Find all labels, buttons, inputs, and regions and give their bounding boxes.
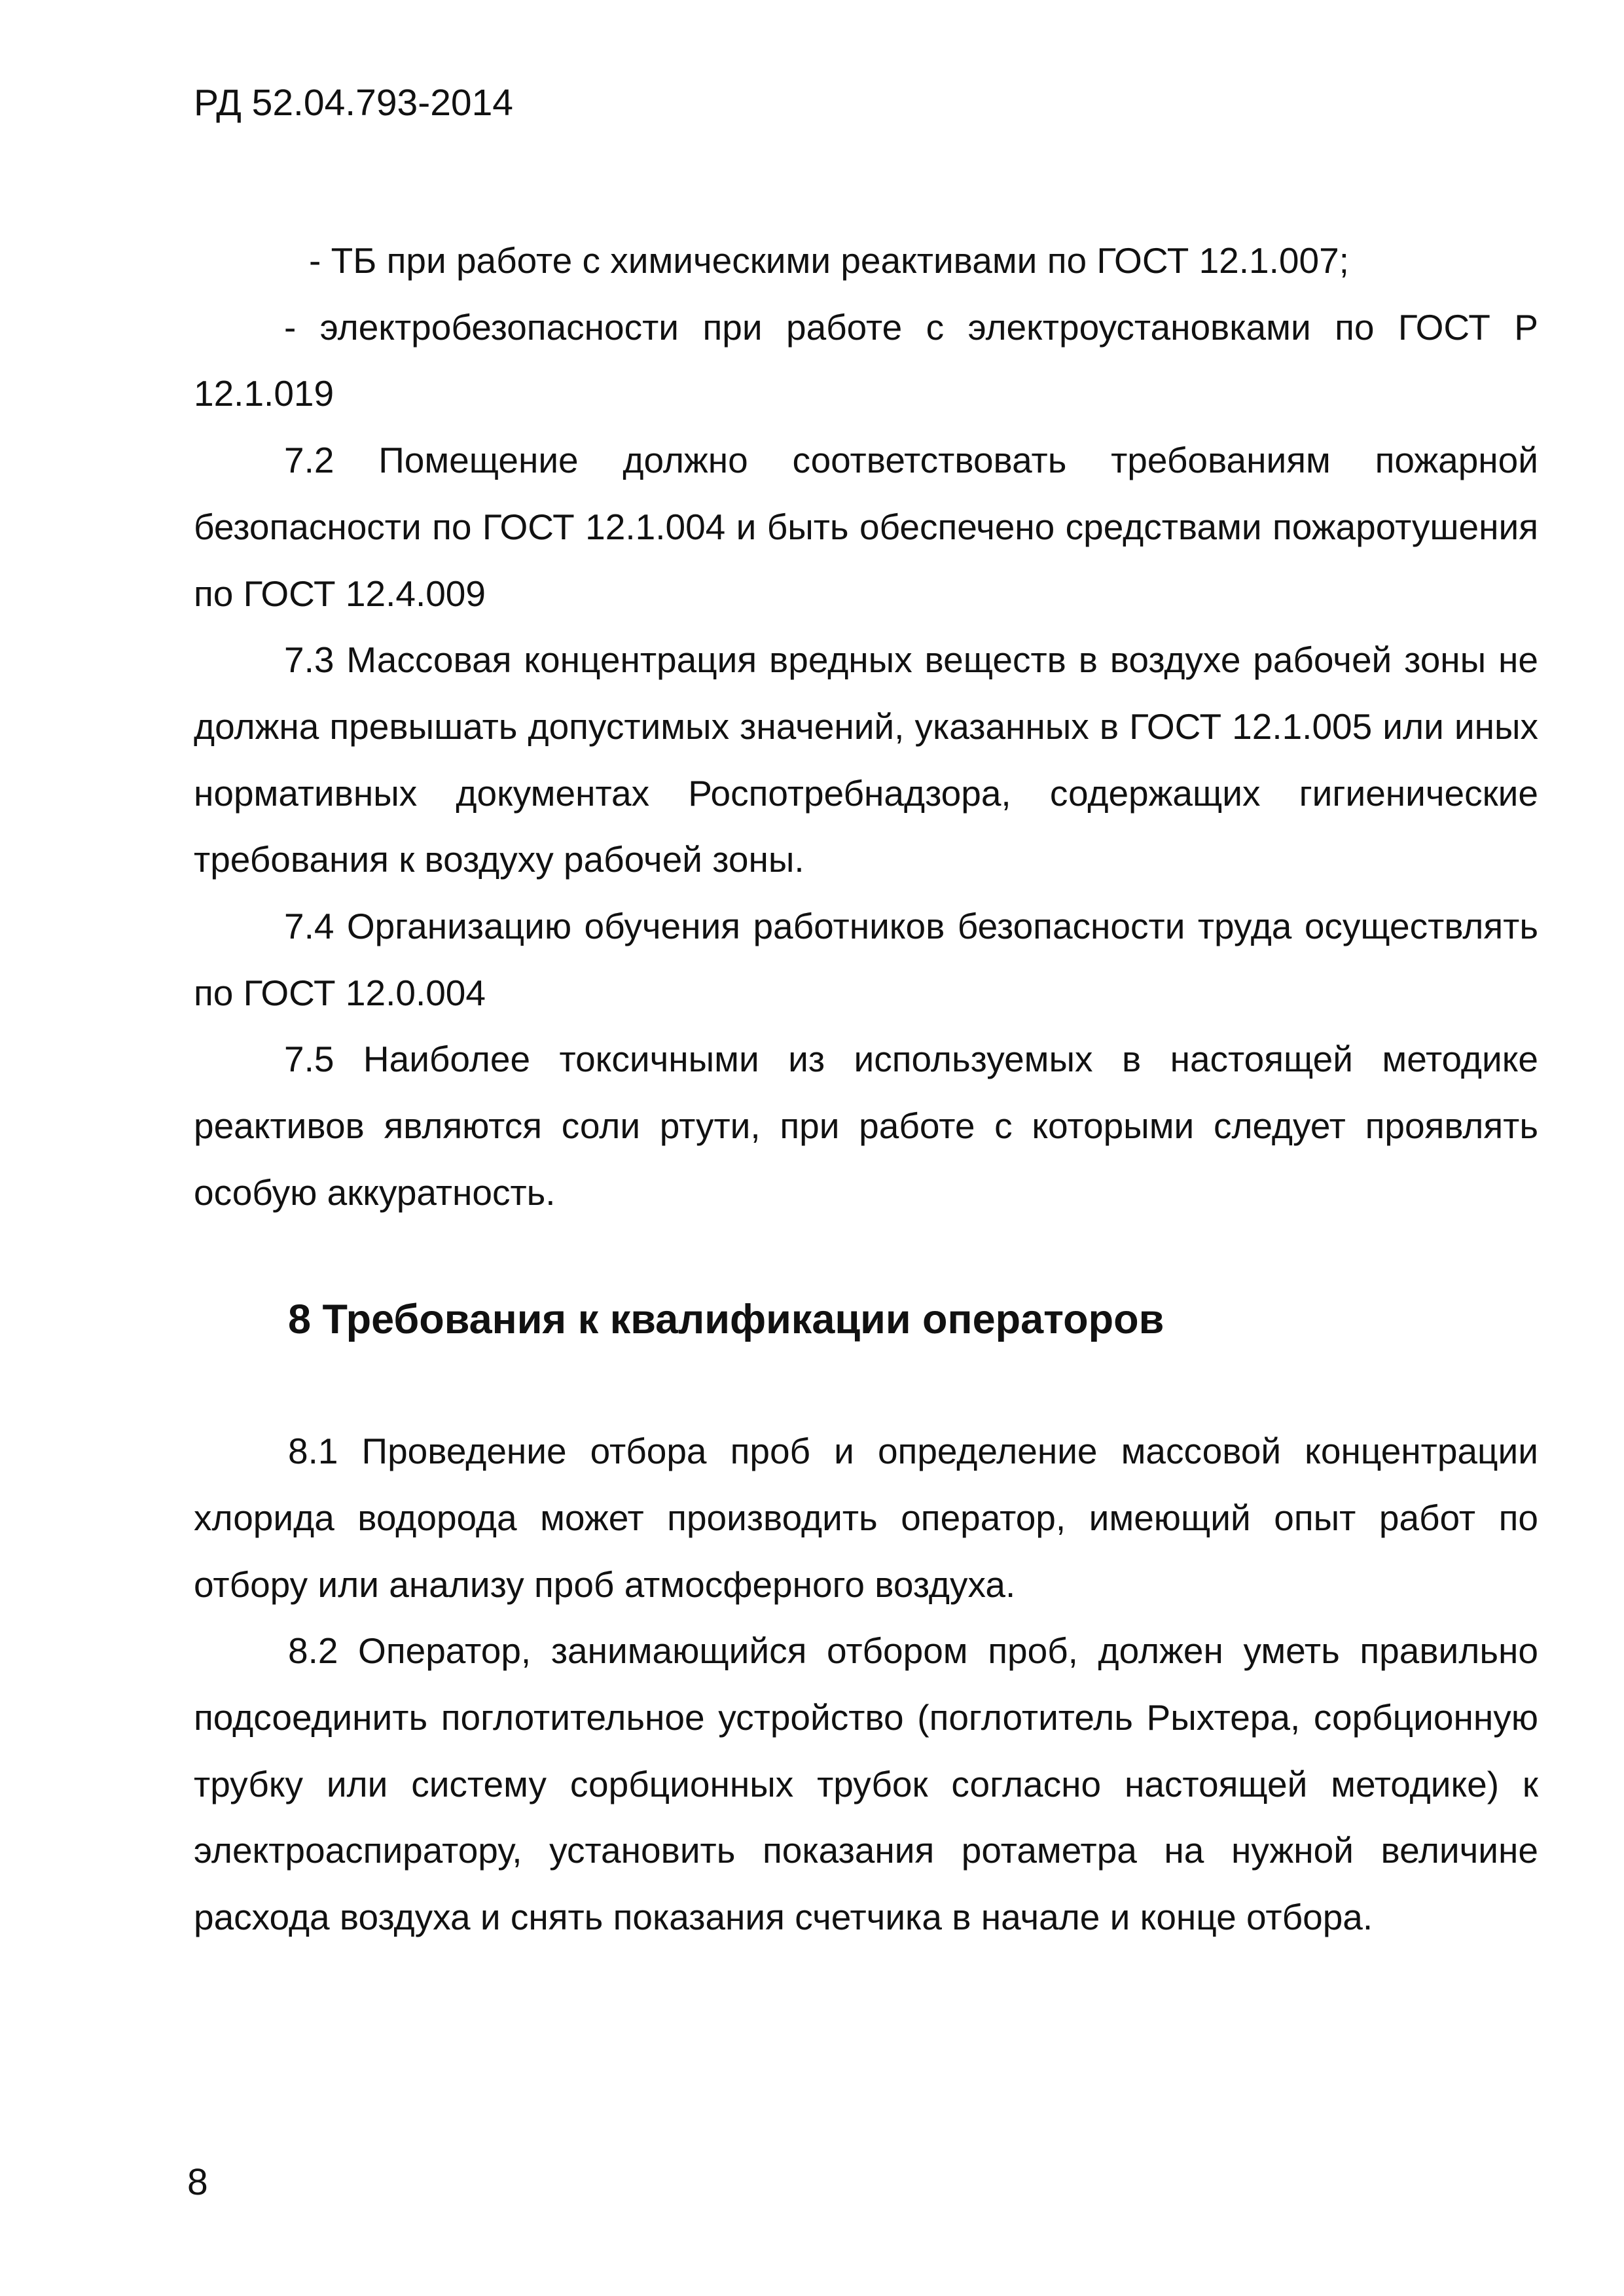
list-item-electrical-safety: - электробезопасности при работе с электроустановками по ГОСТ Р 12.1.019 [194, 306, 1538, 414]
paragraph-7-4: 7.4 Организацию обучения работников безопасности труда осуществлять по ГОСТ 12.0.004 [194, 906, 1538, 1013]
paragraph-7-5: 7.5 Наиболее токсичными из используемых в настоящей методике реактивов являются соли ртути, при работе с которыми следует проявлять особую аккуратность. [194, 1039, 1538, 1213]
page-number: 8 [187, 2161, 208, 2203]
list-item-safety-chemicals: - ТБ при работе с химическими реактивами по ГОСТ 12.1.007; [309, 240, 1349, 281]
document-code-header: РД 52.04.793-2014 [194, 82, 514, 124]
document-body [194, 228, 1538, 1951]
paragraph-7-3: 7.3 Массовая концентрация вредных веществ в воздухе рабочей зоны не должна превышать допустимых значений, указанных в ГОСТ 12.1.005 или иных нормативных документах Роспотребнадзора, содержащих гигиенические требования к воздуху рабочей зоны. [194, 639, 1538, 880]
paragraph-7-2: 7.2 Помещение должно соответствовать требованиям пожарной безопасности по ГОСТ 12.1.004 и быть обеспечено средствами пожаротушения по ГОСТ 12.4.009 [194, 440, 1538, 614]
section-8-heading: 8 Требования к квалификации операторов [288, 1296, 1164, 1342]
paragraph-8-2: 8.2 Оператор, занимающийся отбором проб, должен уметь правильно подсоединить поглотительное устройство (поглотитель Рыхтера, сорбционную трубку или систему сорбционных трубок согласно настоящей методике) к электроаспиратору, установить показания ротаметра на нужной величине расхода воздуха и снять показания счетчика в начале и конце отбора. [194, 1630, 1538, 1938]
paragraph-8-1: 8.1 Проведение отбора проб и определение массовой концентрации хлорида водорода может производить оператор, имеющий опыт работ по отбору или анализу проб атмосферного воздуха. [194, 1431, 1538, 1605]
